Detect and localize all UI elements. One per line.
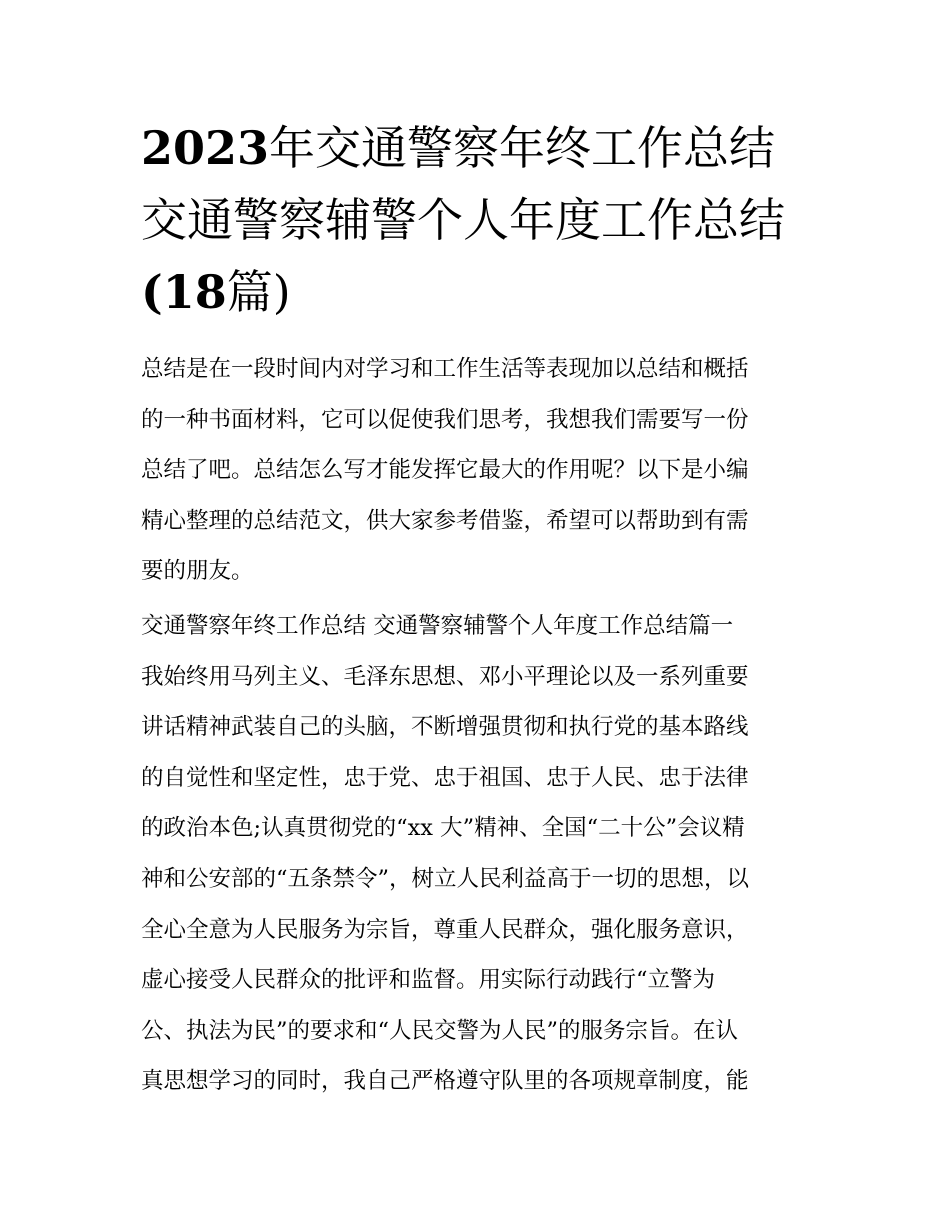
text-line: 的政治本色;认真贯彻党的“xx 大”精神、全国“二十公”会议精 bbox=[141, 815, 745, 842]
text-line: 精心整理的总结范文，供大家参考借鉴，希望可以帮助到有需 bbox=[141, 507, 749, 534]
title-year: 2023 bbox=[141, 121, 270, 175]
text-line: 要的朋友。 bbox=[141, 558, 254, 585]
text-line: 全心全意为人民服务为宗旨，尊重人民群众，强化服务意识， bbox=[141, 916, 749, 943]
title-text: 年交通警察年终工作总结交通警察辅警个人年度工作总结 bbox=[141, 121, 785, 247]
body-paragraph bbox=[141, 652, 813, 1107]
text-line: 虚心接受人民群众的批评和监督。用实际行动践行“立警为 bbox=[141, 967, 716, 994]
text-line: 神和公安部的“五条禁令”，树立人民利益高于一切的思想，以 bbox=[141, 865, 750, 892]
text-line: 的一种书面材料，它可以促使我们思考，我想我们需要写一份 bbox=[141, 406, 749, 433]
text-line: 真思想学习的同时，我自己严格遵守队里的各项规章制度，能 bbox=[141, 1068, 749, 1095]
text-line: 我始终用马列主义、毛泽东思想、邓小平理论以及一系列重要 bbox=[141, 663, 749, 690]
text-line: 总结是在一段时间内对学习和工作生活等表现加以总结和概括 bbox=[141, 356, 749, 382]
document-content bbox=[141, 112, 813, 1107]
title-unit: 篇) bbox=[226, 265, 291, 319]
intro-paragraph bbox=[141, 344, 813, 597]
text-line: 讲话精神武装自己的头脑，不断增强贯彻和执行党的基本路线 bbox=[141, 714, 749, 741]
text-line: 总结了吧。总结怎么写才能发挥它最大的作用呢？以下是小编 bbox=[141, 457, 749, 484]
title-count: (18 bbox=[141, 265, 227, 319]
document-title bbox=[141, 112, 813, 328]
text-line: 公、执法为民”的要求和“人民交警为人民”的服务宗旨。在认 bbox=[141, 1017, 739, 1044]
section-heading: 交通警察年终工作总结 交通警察辅警个人年度工作总结篇一 bbox=[141, 612, 734, 639]
text-line: 的自觉性和坚定性，忠于党、忠于祖国、忠于人民、忠于法律 bbox=[141, 764, 749, 791]
